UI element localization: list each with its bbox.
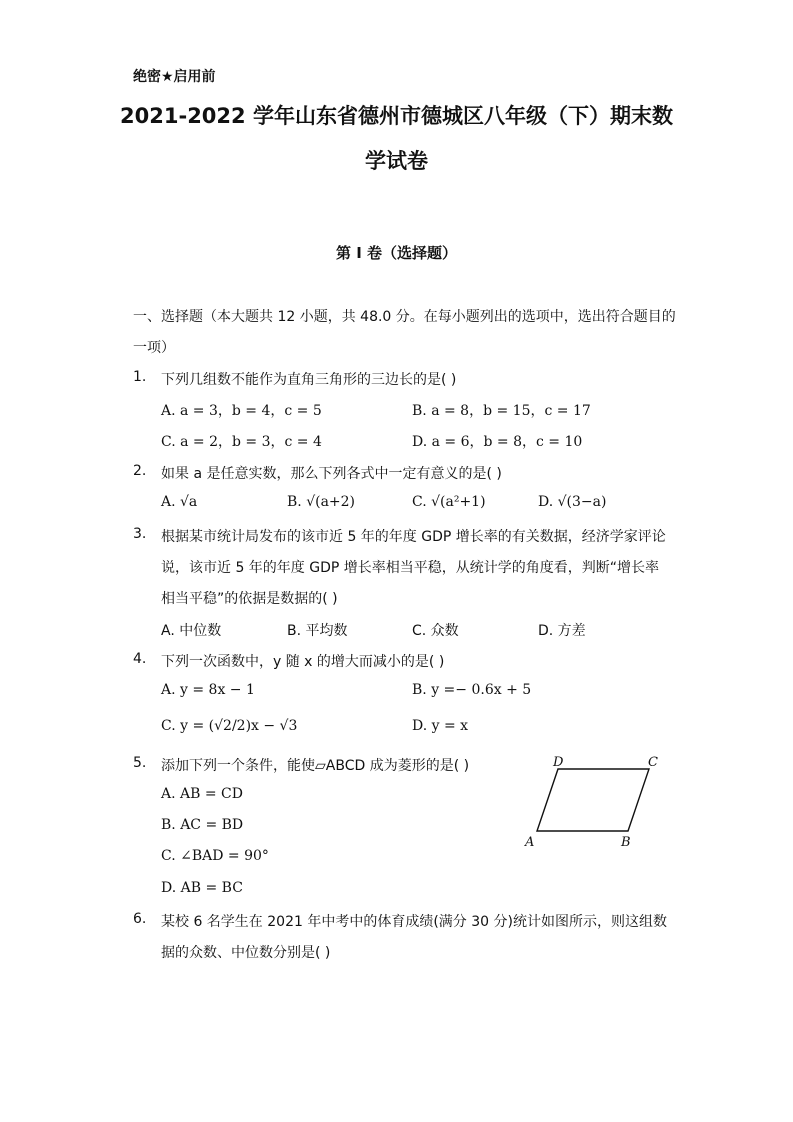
parallelogram-shape [537,769,649,831]
part-title: 第 I 卷（选择题） [335,244,458,262]
option-d: D. √(3−a) [538,494,607,510]
option-d: D. y = x [412,718,469,734]
option-c: C. 众数 [412,623,459,639]
question-number: 5. [133,755,147,771]
option-a: A. y = 8x − 1 [161,682,255,698]
option-a: A. √a [161,494,198,510]
option-b: B. AC = BD [161,817,244,833]
question-number: 6. [133,911,147,927]
question-stem-line2: 说，该市近 5 年的年度 GDP 增长率相当平稳，从统计学的角度看，判断“增长率 [161,560,660,576]
confidential-mark: 绝密★启用前 [133,69,216,85]
vertex-label-c: C [648,755,658,770]
question-number: 1. [133,369,147,385]
option-d: D. AB = BC [161,880,243,896]
vertex-label-d: D [553,755,564,770]
question-stem: 如果 a 是任意实数，那么下列各式中一定有意义的是( ) [161,466,502,482]
option-b: B. 平均数 [287,623,348,639]
exam-title-line2: 学试卷 [365,149,428,173]
question-number: 3. [133,526,147,542]
section-instructions-line2: 一项） [133,340,175,356]
option-c: C. a = 2，b = 3，c = 4 [161,434,322,450]
option-d: D. 方差 [538,623,586,639]
option-d: D. a = 6，b = 8，c = 10 [412,434,583,450]
question-stem-line1: 某校 6 名学生在 2021 年中考中的体育成绩(满分 30 分)统计如图所示，则这组数 [161,914,667,930]
question-stem: 下列几组数不能作为直角三角形的三边长的是( ) [161,372,457,388]
vertex-label-b: B [621,835,631,850]
question-stem-line3: 相当平稳”的依据是数据的( ) [161,591,338,607]
option-c: C. y = (√2/2)x − √3 [161,718,298,734]
option-c: C. ∠BAD = 90° [161,848,269,864]
section-instructions-line1: 一、选择题（本大题共 12 小题，共 48.0 分。在每小题列出的选项中，选出符合题目的 [133,309,676,325]
option-a: A. 中位数 [161,623,222,639]
option-b: B. y =− 0.6x + 5 [412,682,532,698]
vertex-label-a: A [525,835,535,850]
option-a: A. a = 3，b = 4，c = 5 [161,403,322,419]
question-number: 4. [133,651,147,667]
option-b: B. √(a+2) [287,494,356,510]
question-number: 2. [133,463,147,479]
parallelogram-figure [520,750,665,855]
option-a: A. AB = CD [161,786,243,802]
option-c: C. √(a²+1) [412,494,486,510]
question-stem-line1: 根据某市统计局发布的该市近 5 年的年度 GDP 增长率的有关数据，经济学家评论 [161,529,666,545]
question-stem: 下列一次函数中，y 随 x 的增大而减小的是( ) [161,654,445,670]
question-stem: 添加下列一个条件，能使▱ABCD 成为菱形的是( ) [161,758,470,774]
option-b: B. a = 8，b = 15，c = 17 [412,403,591,419]
exam-title-line1: 2021-2022 学年山东省德州市德城区八年级（下）期末数 [120,104,673,128]
question-stem-line2: 据的众数、中位数分别是( ) [161,945,331,961]
